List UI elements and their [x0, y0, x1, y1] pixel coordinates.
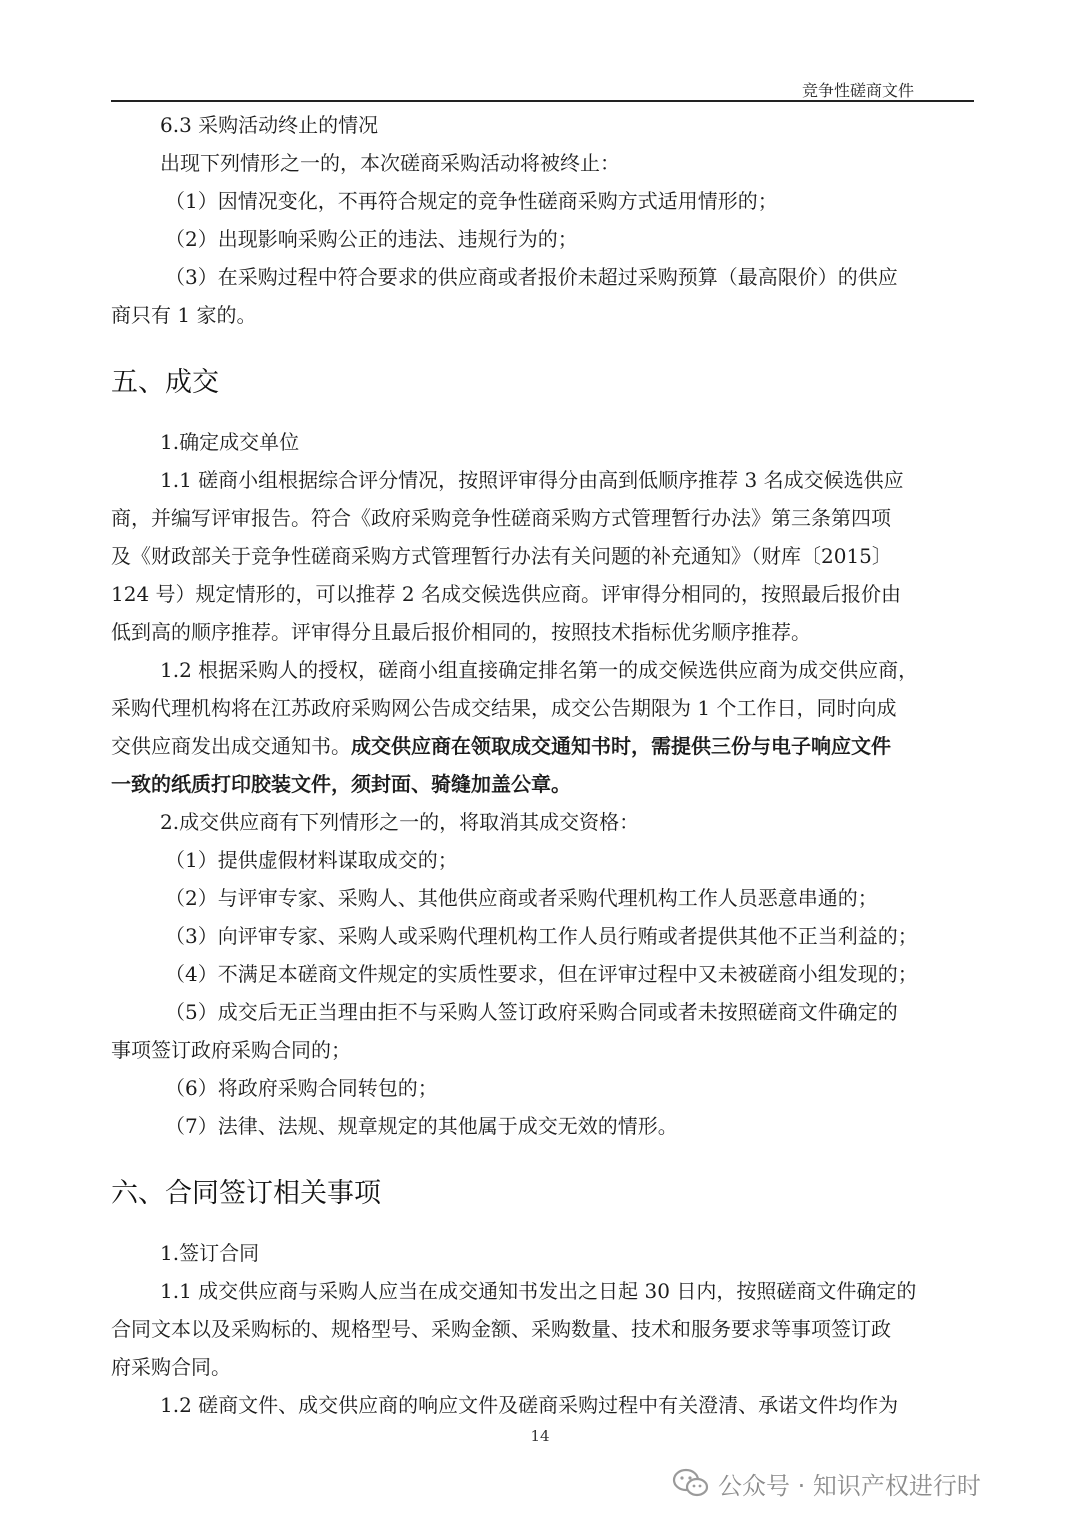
paragraph-line: 1.1 成交供应商与采购人应当在成交通知书发出之日起 30 日内，按照磋商文件确定的	[160, 1279, 917, 1303]
section-6-3-title: 6.3 采购活动终止的情况	[160, 113, 379, 137]
list-item: （2）出现影响采购公正的违法、违规行为的；	[165, 227, 578, 251]
paragraph-line: 合同文本以及采购标的、规格型号、采购金额、采购数量、技术和服务要求等事项签订政	[111, 1317, 891, 1341]
list-item: （7）法律、法规、规章规定的其他属于成交无效的情形。	[165, 1114, 678, 1138]
section-heading-5: 五、成交	[111, 367, 219, 398]
watermark	[672, 1465, 981, 1501]
list-item: （2）与评审专家、采购人、其他供应商或者采购代理机构工作人员恶意串通的；	[165, 886, 878, 910]
section-heading-6: 六、合同签订相关事项	[111, 1178, 381, 1209]
list-item-continuation: 商只有 1 家的。	[111, 303, 257, 327]
paragraph-line: 低到高的顺序推荐。评审得分且最后报价相同的，按照技术指标优劣顺序推荐。	[111, 620, 811, 644]
header-divider	[111, 100, 974, 102]
page-number: 14	[530, 1427, 550, 1445]
bold-paragraph-line: 一致的纸质打印胶装文件，须封面、骑缝加盖公章。	[111, 772, 571, 796]
watermark-text: 公众号 · 知识产权进行时	[718, 1471, 981, 1500]
list-item: （1）提供虚假材料谋取成交的；	[165, 848, 458, 872]
subsection-title: 1.确定成交单位	[160, 430, 300, 454]
subsection-title: 1.签订合同	[160, 1241, 260, 1265]
paragraph-line: 1.2 根据采购人的授权，磋商小组直接确定排名第一的成交候选供应商为成交供应商，	[160, 658, 919, 682]
paragraph-line: 商，并编写评审报告。符合《政府采购竞争性磋商采购方式管理暂行办法》第三条第四项	[111, 506, 891, 530]
list-item: （4）不满足本磋商文件规定的实质性要求，但在评审过程中又未被磋商小组发现的；	[165, 962, 918, 986]
plain-text: 交供应商发出成交通知书。	[111, 734, 351, 758]
bold-text: 成交供应商在领取成交通知书时，需提供三份与电子响应文件	[351, 734, 891, 758]
paragraph-line: 府采购合同。	[111, 1355, 231, 1379]
paragraph-line: 124 号）规定情形的，可以推荐 2 名成交候选供应商。评审得分相同的，按照最后报价由	[111, 582, 901, 606]
list-item: （3）向评审专家、采购人或采购代理机构工作人员行贿或者提供其他不正当利益的；	[165, 924, 918, 948]
list-item: （3）在采购过程中符合要求的供应商或者报价未超过采购预算（最高限价）的供应	[165, 265, 898, 289]
paragraph: 出现下列情形之一的，本次磋商采购活动将被终止：	[160, 151, 620, 175]
subsection-title: 2.成交供应商有下列情形之一的，将取消其成交资格：	[160, 810, 640, 834]
list-item-continuation: 事项签订政府采购合同的；	[111, 1038, 351, 1062]
paragraph-line: 1.1 磋商小组根据综合评分情况，按照评审得分由高到低顺序推荐 3 名成交候选供应	[160, 468, 904, 492]
list-item: （5）成交后无正当理由拒不与采购人签订政府采购合同或者未按照磋商文件确定的	[165, 1000, 898, 1024]
list-item: （1）因情况变化，不再符合规定的竞争性磋商采购方式适用情形的；	[165, 189, 778, 213]
paragraph-line: 采购代理机构将在江苏政府采购网公告成交结果，成交公告期限为 1 个工作日，同时向成	[111, 696, 897, 720]
document-header-title: 竞争性磋商文件	[801, 81, 914, 100]
list-item: （6）将政府采购合同转包的；	[165, 1076, 438, 1100]
wechat-icon	[672, 1468, 710, 1498]
paragraph-line: 1.2 磋商文件、成交供应商的响应文件及磋商采购过程中有关澄清、承诺文件均作为	[160, 1393, 899, 1417]
paragraph-line-mixed	[111, 733, 891, 759]
paragraph-line: 及《财政部关于竞争性磋商采购方式管理暂行办法有关问题的补充通知》（财库〔2015〕	[111, 544, 892, 568]
